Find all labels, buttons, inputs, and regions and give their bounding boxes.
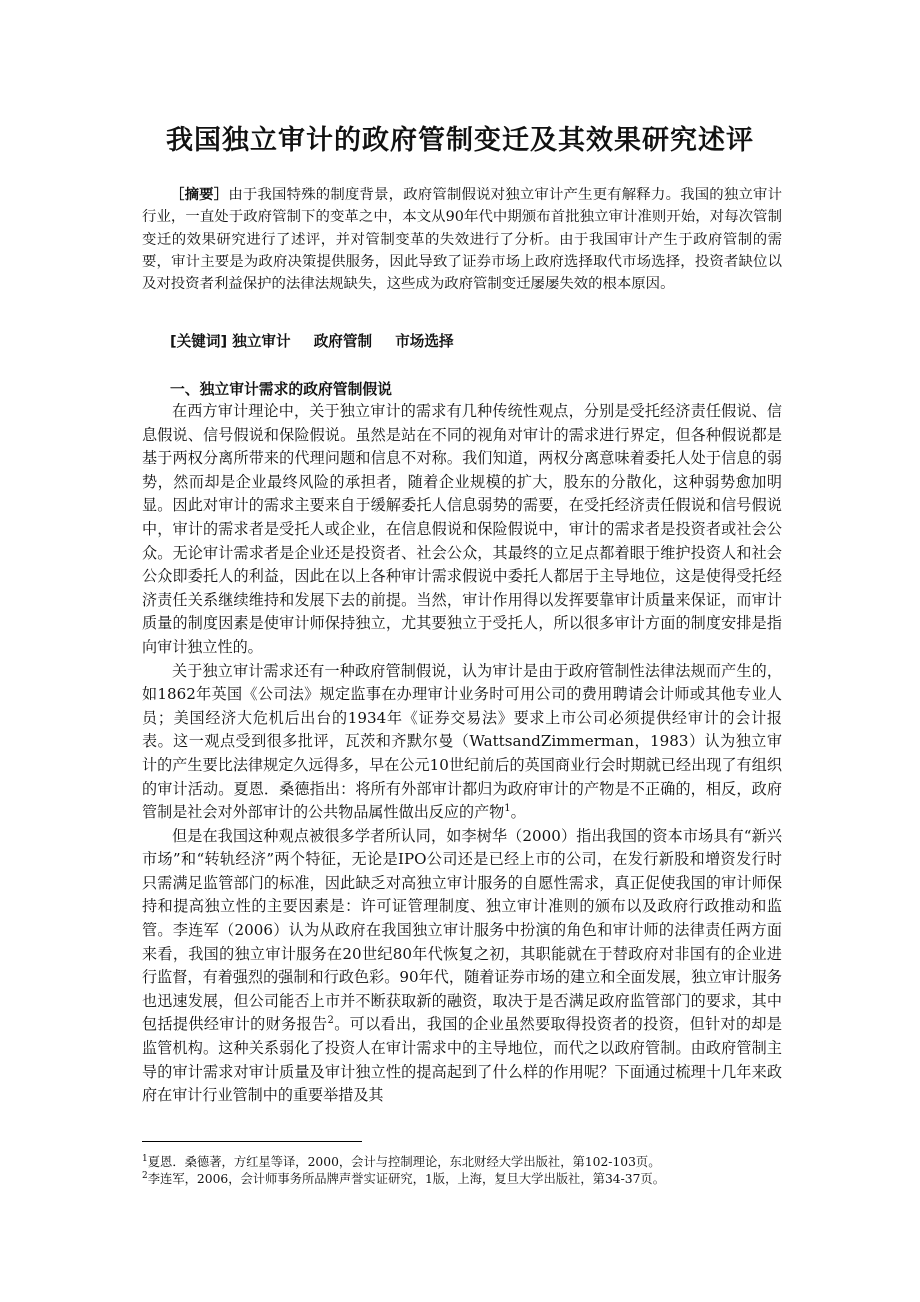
abstract [142, 184, 782, 295]
body-paragraph-3-text: 但是在我国这种观点被很多学者所认同，如李树华（2000）指出我国的资本市场具有“新兴市场”和“转轨经济”两个特征，无论是IPO公司还是已经上市的公司，在发行新股和增资发行时只需满足监管部门的标准，因此缺乏对高独立审计服务的自愿性需求，真正促使我国的审计师保持和提高独立性的主要因素是：许可证管理制度、独立审计准则的颁布以及政府行政推动和监管。李连军（2006）认为从政府在我国独立审计服务中扮演的角色和审计师的法律责任两方面来看，我国的独立审计服务在20世纪80年代恢复之初，其职能就在于替政府对非国有的企业进行监督，有着强烈的强制和行政色彩。90年代，随着证券市场的建立和全面发展，独立审计服务也迅速发展，但公司能否上市并不断获取新的融资，取决于是否满足政府监管部门的要求，其中包括提供经审计的财务报告 [142, 826, 782, 1034]
footnote-ref-1[interactable]: 1 [504, 803, 511, 815]
section-heading: 一、独立审计需求的政府管制假说 [170, 381, 392, 398]
body-paragraph-2-end: 。 [510, 803, 526, 822]
footnote-2-number: 2 [142, 1170, 148, 1181]
body-paragraph-1: 在西方审计理论中，关于独立审计的需求有几种传统性观点，分别是受托经济责任假说、信息假说、信号假说和保险假说。虽然是站在不同的视角对审计的需求进行界定，但各种假说都是基于两权分离所带来的代理问题和信息不对称。我们知道，两权分离意味着委托人处于信息的弱势，然而却是企业最终风险的承担者，随着企业规模的扩大，股东的分散化，这种弱势愈加明显。因此对审计的需求主要来自于缓解委托人信息弱势的需要，在受托经济责任假说和信号假说中，审计的需求者是受托人或企业，在信息假说和保险假说中，审计的需求者是投资者或社会公众。无论审计需求者是企业还是投资者、社会公众，其最终的立足点都着眼于维护投资人和社会公众即委托人的利益，因此在以上各种审计需求假说中委托人都居于主导地位，这是使得受托经济责任关系继续维持和发展下去的前提。当然，审计作用得以发挥要靠审计质量来保证，而审计质量的制度因素是使审计师保持独立，尤其要独立于受托人，所以很多审计方面的制度安排是指向审计独立性的。 [142, 402, 782, 656]
footnote-ref-2[interactable]: 2 [327, 1015, 334, 1027]
keyword-2: 政府管制 [313, 333, 373, 350]
footnote-2-text: 李连军，2006，会计师事务所品牌声誉实证研究，1版，上海，复旦大学出版社，第34-37页。 [147, 1171, 665, 1186]
body-paragraph-3-end: 。可以看出，我国的企业虽然要取得投资者的投资，但针对的却是监管机构。这种关系弱化了投资人在审计需求中的主导地位，而代之以政府管制。由政府管制主导的审计需求对审计质量及审计独立性的提高起到了什么样的作用呢？下面通过梳理十几年来政府在审计行业管制中的重要举措及其 [142, 1015, 782, 1105]
body-paragraph-2-text: 关于独立审计需求还有一种政府管制假说，认为审计是由于政府管制性法律法规而产生的，如1862年英国《公司法》规定监事在办理审计业务时可用公司的费用聘请会计师或其他专业人员；美国经济大危机后出台的1934年《证券交易法》要求上市公司必须提供经审计的会计报表。这一观点受到很多批评，瓦茨和齐默尔曼（WattsandZimmerman，1983）认为独立审计的产生要比法律规定久远得多，早在公元10世纪前后的英国商业行会时期就已经出现了有组织的审计活动。夏恩．桑德指出：将所有外部审计都归为政府审计的产物是不正确的，相反，政府管制是社会对外部审计的公共物品属性做出反应的产物 [142, 661, 782, 822]
body-paragraph-2 [142, 660, 782, 825]
keyword-3: 市场选择 [395, 333, 454, 350]
abstract-label: ［摘要］ [170, 187, 229, 203]
section-body [142, 400, 782, 1108]
footnotes [142, 1154, 822, 1187]
paper-title: 我国独立审计的政府管制变迁及其效果研究述评 [166, 125, 754, 156]
keywords [170, 330, 790, 351]
footnote-divider [142, 1141, 362, 1142]
footnote-2 [142, 1171, 822, 1188]
keywords-label: [关键词] [170, 333, 228, 350]
abstract-text: 由于我国特殊的制度背景，政府管制假说对独立审计产生更有解释力。我国的独立审计行业，一直处于政府管制下的变革之中，本文从90年代中期颁布首批独立审计准则开始，对每次管制变迁的效果研究进行了述评，并对管制变革的失效进行了分析。由于我国审计产生于政府管制的需要，审计主要是为政府决策提供服务，因此导致了证券市场上政府选择取代市场选择，投资者缺位以及对投资者利益保护的法律法规缺失，这些成为政府管制变迁屡屡失效的根本原因。 [142, 187, 782, 293]
footnote-1 [142, 1154, 822, 1171]
footnote-1-text: 夏恩．桑德著，方红星等译，2000，会计与控制理论，东北财经大学出版社，第102-103页。 [147, 1155, 661, 1169]
footnote-1-number: 1 [142, 1153, 148, 1164]
body-paragraph-3 [142, 825, 782, 1108]
keyword-1: 独立审计 [232, 333, 291, 350]
